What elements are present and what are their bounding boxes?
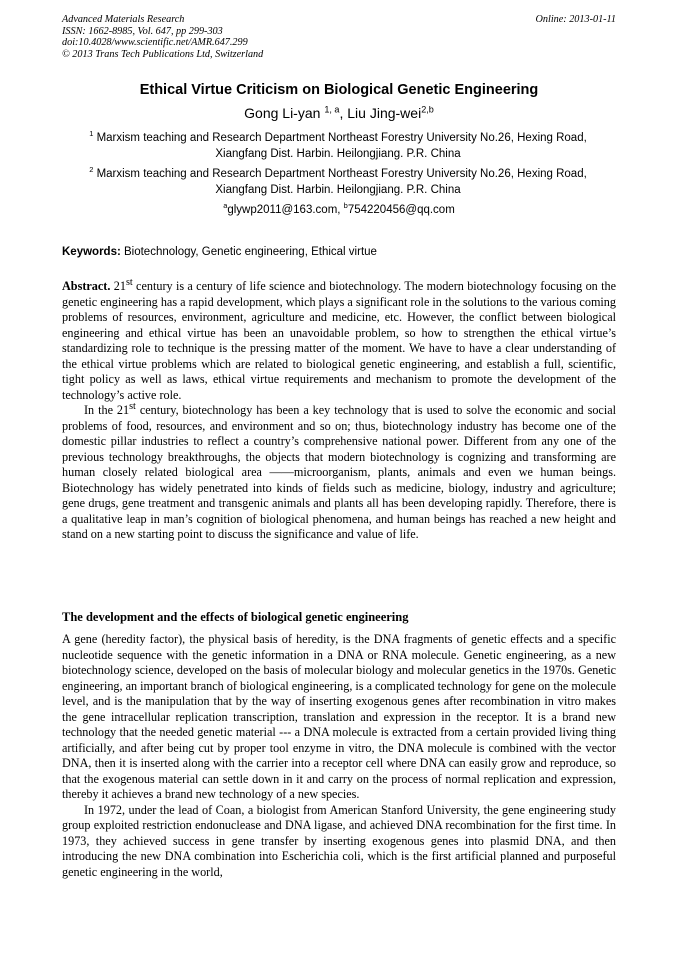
abstract-sup: st xyxy=(125,276,133,288)
section-body xyxy=(62,632,616,880)
author-separator: , xyxy=(339,105,348,121)
author-2-marker: 2,b xyxy=(421,104,434,115)
paper-title: Ethical Virtue Criticism on Biological Genetic Engineering xyxy=(139,82,539,98)
journal-header xyxy=(62,14,616,60)
affiliation-2-marker: 2 xyxy=(89,165,94,175)
affiliation-2-line1: Marxism teaching and Research Department Northeast Forestry University No.26, Hexing Road, xyxy=(96,168,587,180)
affiliation-1-line2: Xiangfang Dist. Harbin. Heilongjiang. P.R. China xyxy=(215,147,461,160)
affiliation-1 xyxy=(62,131,614,162)
doi-line: doi:10.4028/www.scientific.net/AMR.647.299 xyxy=(62,37,248,48)
email-a: glywp2011@163.com, xyxy=(227,204,344,216)
email-a-marker: a xyxy=(223,201,228,211)
keywords-label: Keywords: xyxy=(62,246,121,258)
affiliation-2-line2: Xiangfang Dist. Harbin. Heilongjiang. P.R. China xyxy=(215,183,461,196)
author-2: Liu Jing-wei xyxy=(347,105,422,121)
intro-start: In the 21 xyxy=(84,403,130,417)
keywords xyxy=(62,246,616,258)
affiliation-1-line1: Marxism teaching and Research Department Northeast Forestry University No.26, Hexing Road, xyxy=(96,132,587,144)
intro-sup: st xyxy=(129,400,136,412)
author-line xyxy=(0,105,678,121)
copyright-line: © 2013 Trans Tech Publications Ltd, Switzerland xyxy=(62,48,264,60)
issn-line: ISSN: 1662-8985, Vol. 647, pp 299-303 xyxy=(62,25,223,37)
email-b-marker: b xyxy=(343,201,348,211)
abstract-paragraph xyxy=(62,276,616,403)
section-heading: The development and the effects of biological genetic engineering xyxy=(62,610,409,624)
abstract-num: 21 xyxy=(110,279,126,293)
affiliation-2 xyxy=(62,167,614,198)
email-line xyxy=(0,201,678,216)
intro-text: century, biotechnology has been a key technology that is used to solve the economic and social problems of food, resources, and environment and so on; thus, biotechnology industry has become one of the domestic pillar industries to reflect a country’s comprehensive national power. Different from any one of the previous technology breakthroughs, the objects that modern biotechnology is cognizing and transforming are human closely related biological area ——microorganism, plants, animals and even we human beings. Biotechnology has widely penetrated into kinds of fields such as medicine, biology, industry and agriculture; gene drugs, gene treatment and transgenic animals and plants all has been developing rapidly. Therefore, there is a qualitative leap in man’s cognition of biological phenomena, and human beings has reached a new height and stand on a new starting point to discuss the significance and value of life. xyxy=(62,403,616,541)
keywords-text: Biotechnology, Genetic engineering, Ethical virtue xyxy=(120,246,377,258)
author-1: Gong Li-yan xyxy=(244,105,321,121)
abstract-block xyxy=(62,276,616,543)
affiliation-1-marker: 1 xyxy=(89,129,94,139)
author-1-marker: 1, a xyxy=(324,104,340,115)
online-date: Online: 2013-01-11 xyxy=(535,14,616,25)
abstract-text: century is a century of life science and biotechnology. The modern biotechnology focusing on the genetic engineering has a rapid development, which plays a significant role in the solutions to the various coming problems of resources, environment, agriculture and medicine, etc. However, the conflict between biological engineering and ethical virtue has been an unavoidable problem, so how to strengthen the ethical virtue’s standardizing role to technique is the pressing matter of the moment. We have to have a clear understanding of the ethical virtue problems which are related to biological genetic engineering, and establish a full, scientific, tight policy as well as laws, ethical virtue requirements and mechanism to promote the development of the technology’s active role. xyxy=(62,279,616,402)
email-b: 754220456@qq.com xyxy=(347,204,455,216)
intro-paragraph xyxy=(62,400,616,543)
abstract-label: Abstract. xyxy=(62,279,111,293)
journal-name: Advanced Materials Research xyxy=(62,14,185,25)
history-paragraph: In 1972, under the lead of Coan, a biologist from American Stanford University, the gene engineering study group exploited restriction endonuclease and DNA ligase, and achieved DNA recombination for the first time. In 1973, they achieved success in gene transfer by inserting exogenous genes into plasmid DNA, and then introducing the new DNA combination into Escherichia coli, which is the first artificial planned and purposeful genetic engineering in the world, xyxy=(62,802,616,879)
gene-paragraph: A gene (heredity factor), the physical basis of heredity, is the DNA fragments of genetic effects and a specific nucleotide sequence with the genetic information in a DNA or RNA molecule. Genetic engineering, as a new biotechnology science, developed on the basis of molecular biology and molecular genetics in the 1970s. Genetic engineering, an important branch of biological engineering, is a complicated technology for gene on the molecule level, and is the manipulation that by the way of inserting exogenous genes after recombination in vitro makes the gene intracellular replication transcription, translation and expression in the receptor. It is a brand new technology that the needed genetic material --- a DNA molecule is extracted from a certain provided living thing artificially, and after being cut by proper tool enzyme in vitro, the DNA molecule is combined with the vector DNA, then it is inserted along with the carrier into a receptor cell where DNA can easily grow and reproduce, so that the exogenous material can settle down in it and carry on the process of normal replication and expression, thereby it achieves a brand new technology of a new species. xyxy=(62,632,617,801)
